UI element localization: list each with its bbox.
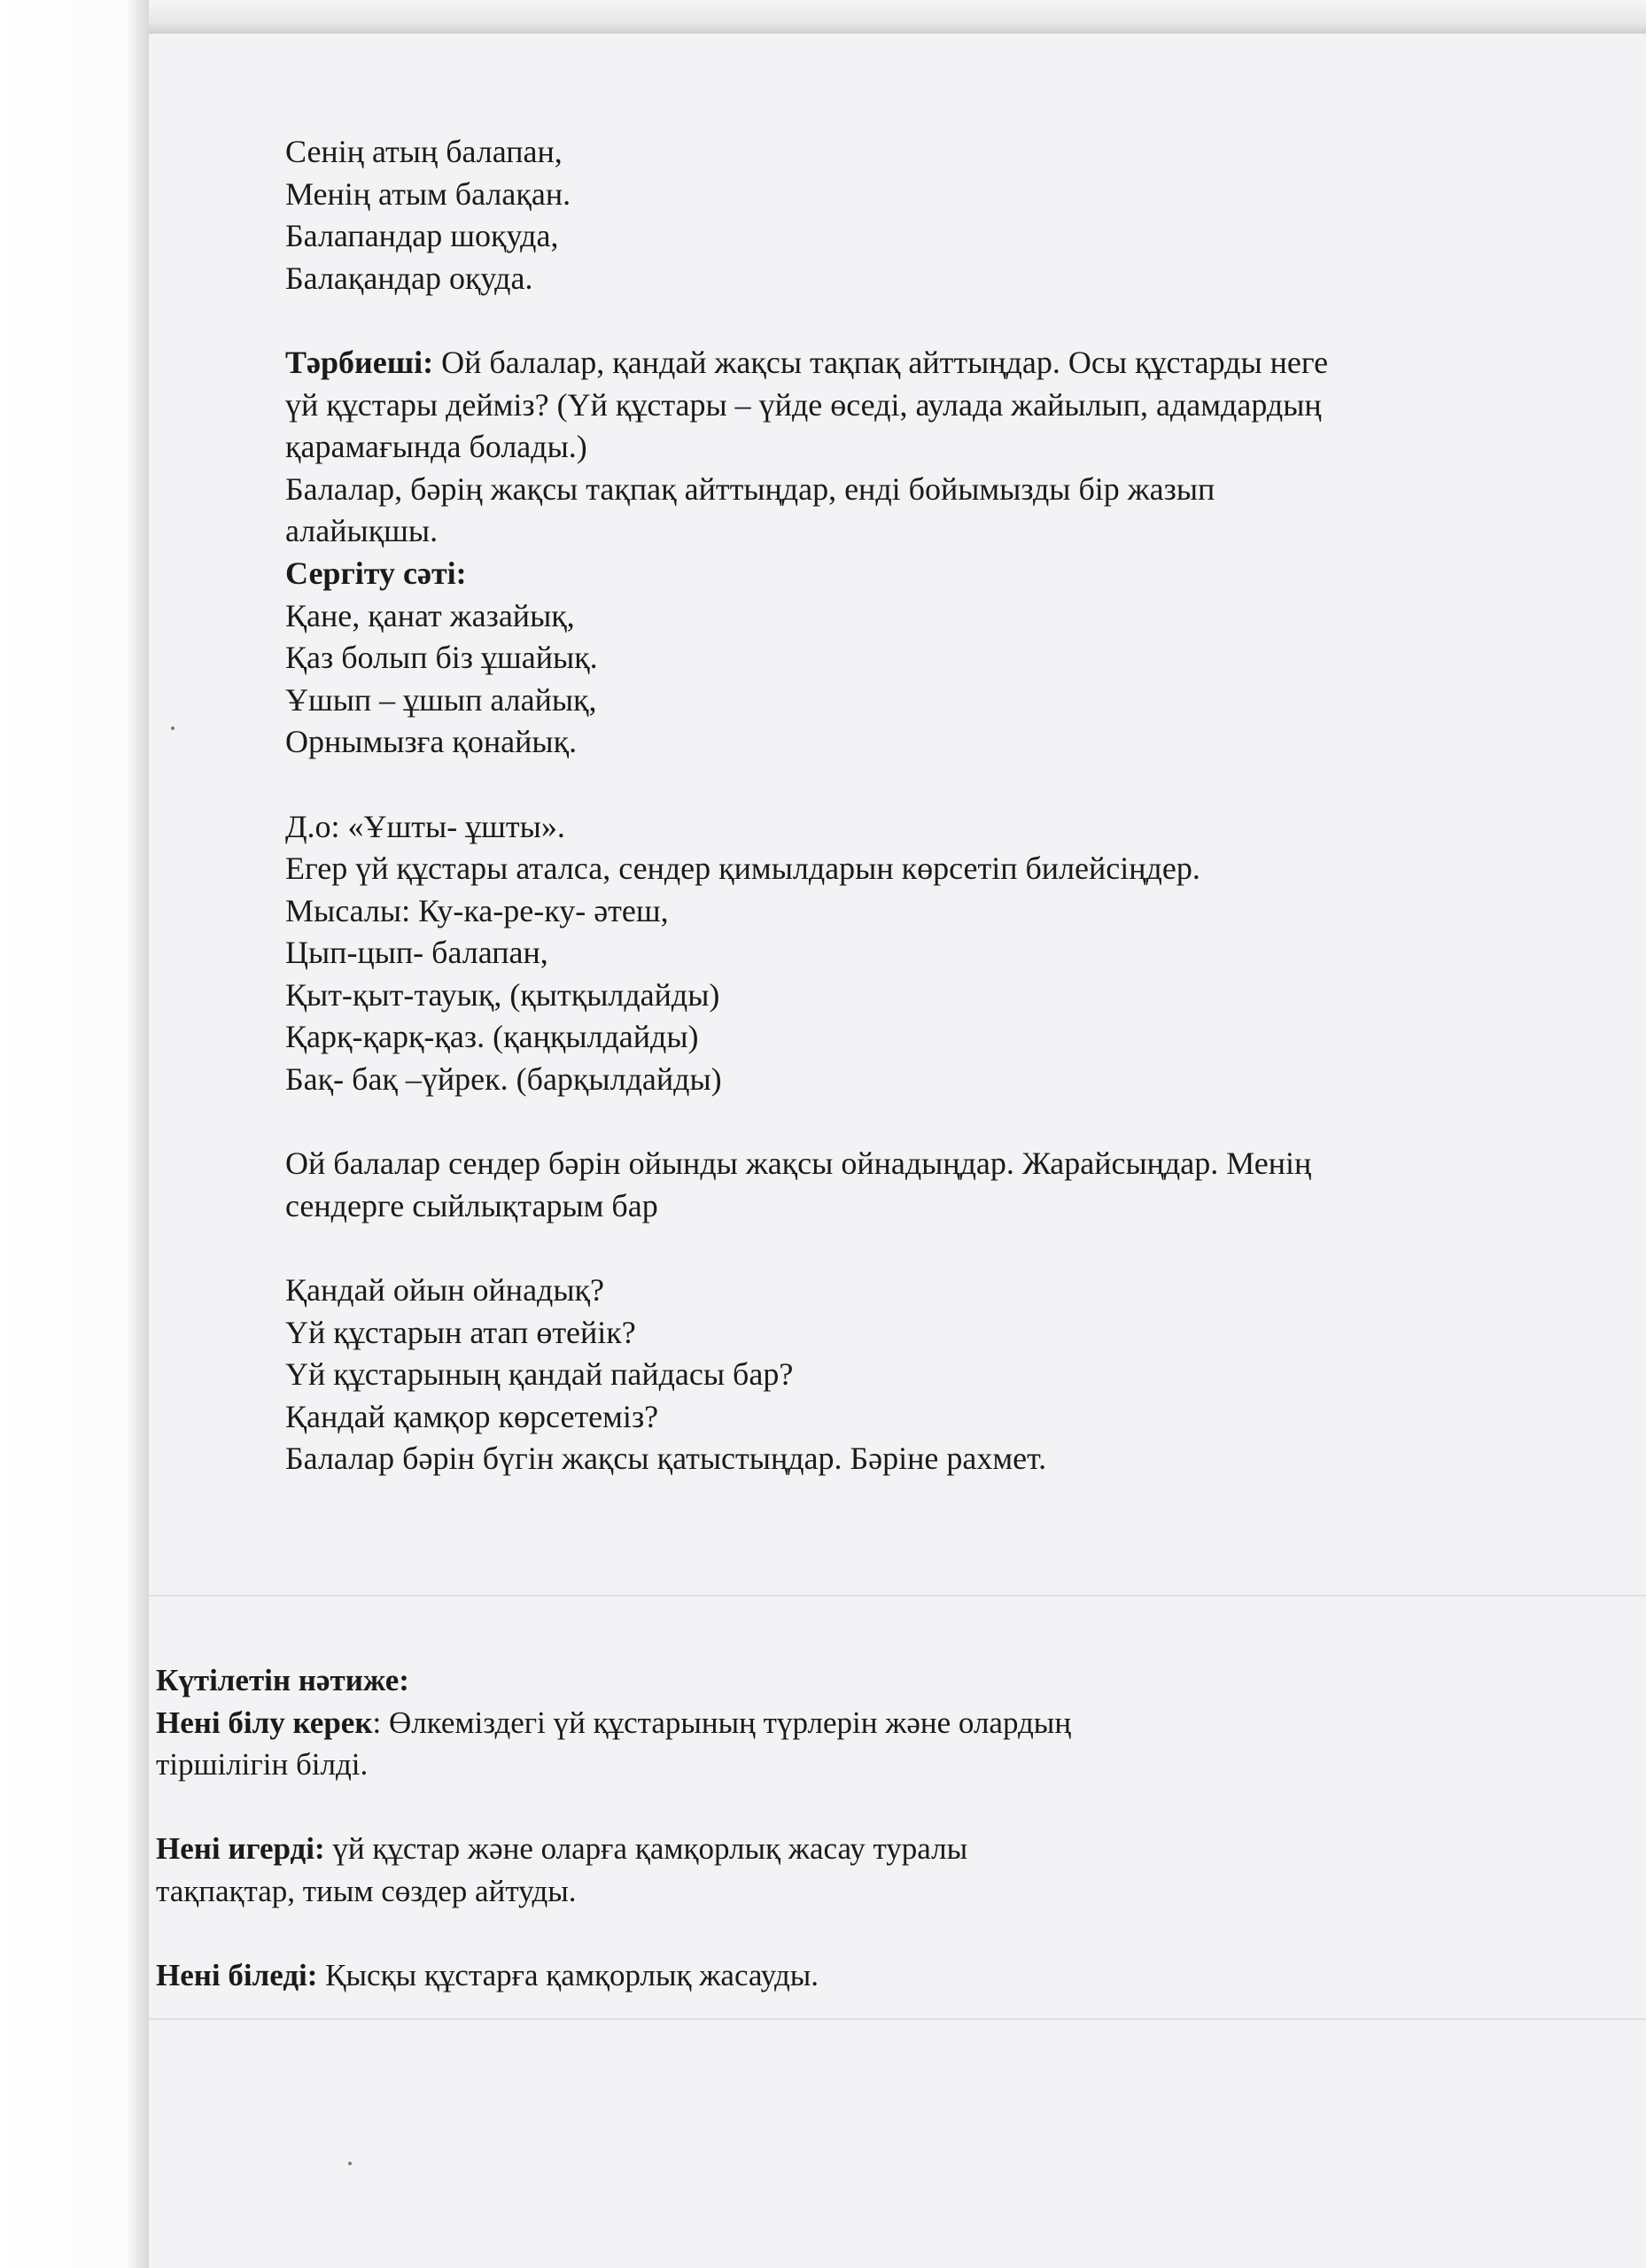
main-text — [285, 131, 1328, 1480]
mastered-line: Нені игерді: үй құстар және оларға қамқорлық жасау туралы — [156, 1831, 968, 1867]
warmup-line: Орнымызға қонайық. — [285, 724, 578, 760]
poem-line: Балақандар оқуда. — [285, 260, 533, 296]
game-line: Д.о: «Ұшты- ұшты». — [285, 808, 565, 844]
warmup-line: Ұшып – ұшып алайық, — [285, 681, 597, 718]
know-label: Нені білу керек — [156, 1705, 373, 1740]
question-line: Қандай қамқор көрсетеміз? — [285, 1398, 659, 1434]
mastered-label: Нені игерді: — [156, 1831, 325, 1867]
scan-margin-top — [149, 0, 1646, 34]
teacher-label: Тәрбиеші: — [285, 344, 434, 380]
scan-speck — [348, 2162, 352, 2165]
game-line: Қарқ-қарқ-қаз. (қаңқылдайды) — [285, 1019, 699, 1055]
warmup-line: Қаз болып біз ұшайық. — [285, 640, 598, 676]
praise-line: сендерге сыйлықтарым бар — [285, 1187, 658, 1223]
know-line: Нені білу керек: Өлкеміздегі үй құстарының түрлерін және олардың — [156, 1705, 1072, 1740]
teacher-line: Балалар, бәрің жақсы тақпақ айттыңдар, енді бойымызды бір жазып — [285, 470, 1215, 507]
results-section — [156, 1659, 1071, 1997]
warmup-line: Қане, қанат жазайық, — [285, 597, 575, 633]
game-line: Мысалы: Ку-ка-ре-ку- әтеш, — [285, 892, 669, 928]
question-line: Үй құстарын атап өтейік? — [285, 1314, 636, 1350]
knows-line: Нені біледі: Қысқы құстарға қамқорлық жасауды. — [156, 1958, 819, 1993]
question-line: Балалар бәрін бүгін жақсы қатыстыңдар. Бәріне рахмет. — [285, 1441, 1047, 1477]
mastered-line-2: тақпақтар, тиым сөздер айтуды. — [156, 1873, 577, 1908]
section-divider — [149, 1595, 1646, 1596]
game-line: Қыт-қыт-тауық, (қытқылдайды) — [285, 976, 720, 1013]
scan-margin-left — [0, 0, 149, 2268]
poem-line: Сенің атың балапан, — [285, 134, 563, 169]
teacher-line: үй құстары дейміз? (Үй құстары – үйде өседі, аулада жайылып, адамдардың — [285, 386, 1322, 423]
teacher-line: қарамағында болады.) — [285, 429, 587, 465]
poem-line: Менің атым балақан. — [285, 175, 571, 212]
teacher-line: алайықшы. — [285, 513, 439, 549]
results-heading: Күтілетін нәтиже: — [156, 1663, 409, 1697]
teacher-text: Ой балалар, қандай жақсы тақпақ айттыңдар. Осы құстарды неге — [433, 344, 1329, 380]
know-line-2: тіршілігін білді. — [156, 1747, 369, 1783]
game-line: Егер үй құстары аталса, сендер қимылдарын көрсетіп билейсіңдер. — [285, 850, 1200, 887]
game-line: Цып-цып- балапан, — [285, 935, 548, 971]
question-line: Қандай ойын ойнадық? — [285, 1272, 605, 1309]
warmup-heading: Сергіту сәті: — [285, 555, 467, 591]
teacher-line — [285, 342, 1328, 384]
section-divider-bottom — [149, 2018, 1646, 2020]
scan-speck — [171, 726, 175, 730]
poem-line: Балапандар шоқуда, — [285, 218, 559, 254]
question-line: Үй құстарының қандай пайдасы бар? — [285, 1356, 794, 1393]
game-line: Бақ- бақ –үйрек. (барқылдайды) — [285, 1061, 722, 1098]
praise-line: Ой балалар сендер бәрін ойынды жақсы ойнадыңдар. Жарайсыңдар. Менің — [285, 1146, 1312, 1182]
knows-label: Нені біледі: — [156, 1958, 318, 1993]
